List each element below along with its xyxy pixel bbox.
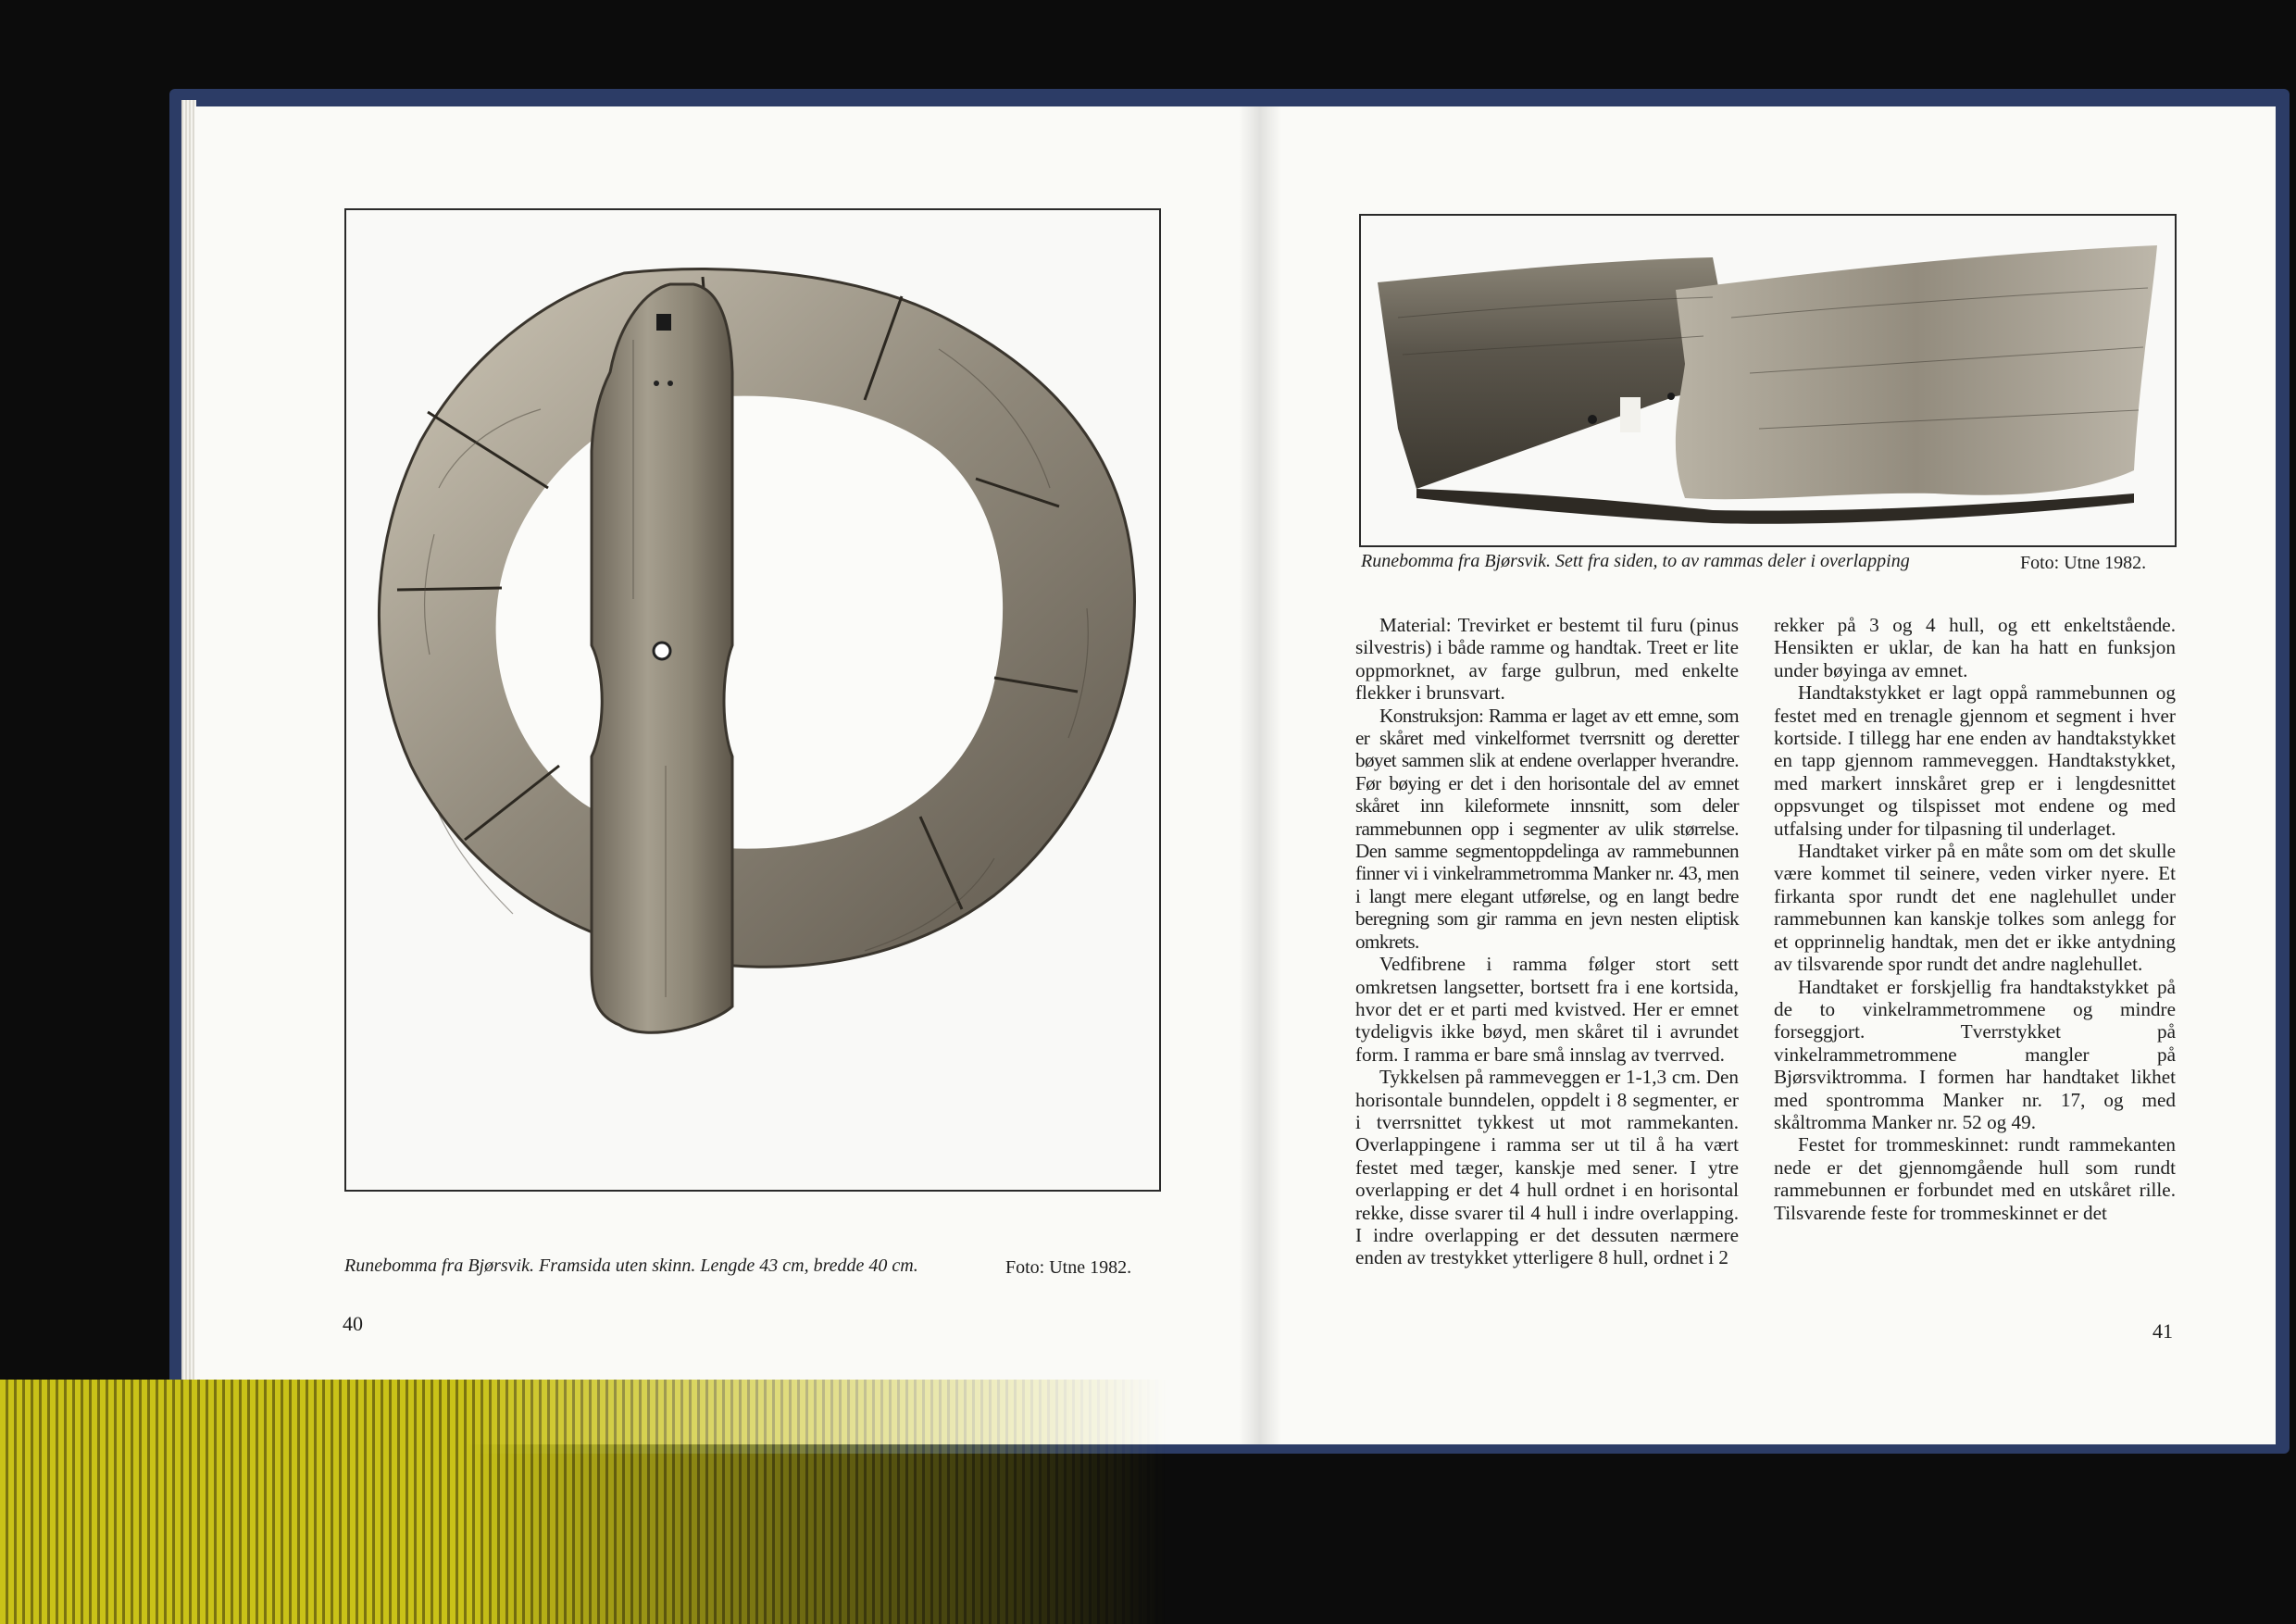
scan-artifact [0, 1380, 1167, 1624]
drum-front-image [346, 210, 1159, 1190]
drum-side-image [1361, 216, 2175, 545]
drum-opening [496, 396, 1004, 849]
paragraph: Handtaket virker på en måte som om det skulle være kommet til seinere, veden virker nyere. Et firkanta spor rundt det ene naglehullet under rammebunnen kan kanskje tolkes som anlegg for et opprinnelig handtak, men det er ikke antydning av tilsvarende spor rundt det andre naglehullet. [1774, 840, 2176, 976]
frame-hole [1588, 415, 1597, 424]
left-page [194, 106, 1259, 1444]
text-column-2 [1774, 614, 2176, 1224]
left-photo-caption: Runebomma fra Bjørsvik. Framsida uten skinn. Lengde 43 cm, bredde 40 cm. [344, 1255, 918, 1276]
handle-mark [654, 381, 659, 386]
drum-front-photo [344, 208, 1161, 1192]
right-photo-caption: Runebomma fra Bjørsvik. Sett fra siden, to av rammas deler i overlapping [1361, 551, 1910, 571]
paragraph: Vedfibrene i ramma følger stort sett omkretsen langsetter, bortsett fra i ene kortsida, hvor det er et parti med kvistved. Her er emnet tydeligvis ikke bøyd, men skåret til i avrundet form. I ramma er bare små innslag av tverrved. [1355, 953, 1739, 1066]
paragraph: Konstruksjon: Ramma er laget av ett emne, som er skåret med vinkelformet tverrsnitt og deretter bøyet sammen slik at endene overlapper hverandre. Før bøying er det i den horisontale del av emnet skåret inn kileformete innsnitt, som deler rammebunnen opp i segmenter av ulik størrelse. Den samme segmentoppdelinga av rammebunnen finner vi i vinkelrammetromma Manker nr. 43, men i langt mere elegant utførelse, og en langt bedre beregning som gir ramma en jevn nesten eliptisk omkrets. [1355, 704, 1739, 953]
frame-notch [1620, 397, 1641, 432]
page-number-left: 40 [343, 1312, 363, 1335]
frame-hole [1667, 393, 1675, 400]
paragraph: rekker på 3 og 4 hull, og ett enkeltstående. Hensikten er uklar, de kan ha hatt en funksjon under bøyinga av emnet. [1774, 614, 2176, 681]
frame-piece-inner [1676, 245, 2157, 499]
paragraph: Tykkelsen på rammeveggen er 1-1,3 cm. Den horisontale bunndelen, oppdelt i 8 segmenter, er i tverrsnittet tykkest ut mot rammekanten. Overlappingene i ramma ser ut til å ha vært festet med tæger, kanskje med sener. I ytre overlapping er det 4 hull ordnet i en horisontal rekke, disse svarer til 4 hull i indre overlapping. I indre overlapping er det dessuten nærmere enden av trestykket ytterligere 8 hull, ordnet i 2 [1355, 1066, 1739, 1269]
handle-nail-hole-bottom [654, 643, 670, 659]
paragraph: Handtakstykket er lagt oppå rammebunnen og festet med en trenagle gjennom et segment i hver kortside. I tillegg har ene enden av handtakstykket en tapp gjennom rammeveggen. Handtakstykket, med markert innskåret grep er i lengdesnittet oppsvunget og tilspisset mot endene og med utfalsing under for tilpasning til underlaget. [1774, 681, 2176, 840]
page-number-right: 41 [2152, 1319, 2173, 1343]
drum-side-photo [1359, 214, 2177, 547]
right-photo-credit: Foto: Utne 1982. [2020, 553, 2147, 573]
left-photo-credit: Foto: Utne 1982. [1005, 1257, 1132, 1278]
right-page [1259, 106, 2276, 1444]
paragraph: Festet for trommeskinnet: rundt rammekanten nede er det gjennomgående hull som rundt rammebunnen er forbundet med en utskåret rille. Tilsvarende feste for trommeskinnet er det [1774, 1133, 2176, 1224]
paragraph: Material: Trevirket er bestemt til furu (pinus silvestris) i både ramme og handtak. Treet er lite oppmorknet, av farge gulbrun, med enkelte flekker i brunsvart. [1355, 614, 1739, 705]
paragraph: Handtaket er forskjellig fra handtakstykket på de to vinkelrammetrommene og mindre forseggjort. Tverrstykket på vinkelrammetrommene mangler på Bjørsviktromma. I formen har handtaket likhet med spontromma Manker nr. 17, og med skåltromma Manker nr. 52 og 49. [1774, 975, 2176, 1133]
book-gutter [1239, 106, 1281, 1444]
handle-mark [668, 381, 673, 386]
text-column-1 [1355, 614, 1739, 1269]
handle-nail-hole-top [656, 314, 671, 331]
